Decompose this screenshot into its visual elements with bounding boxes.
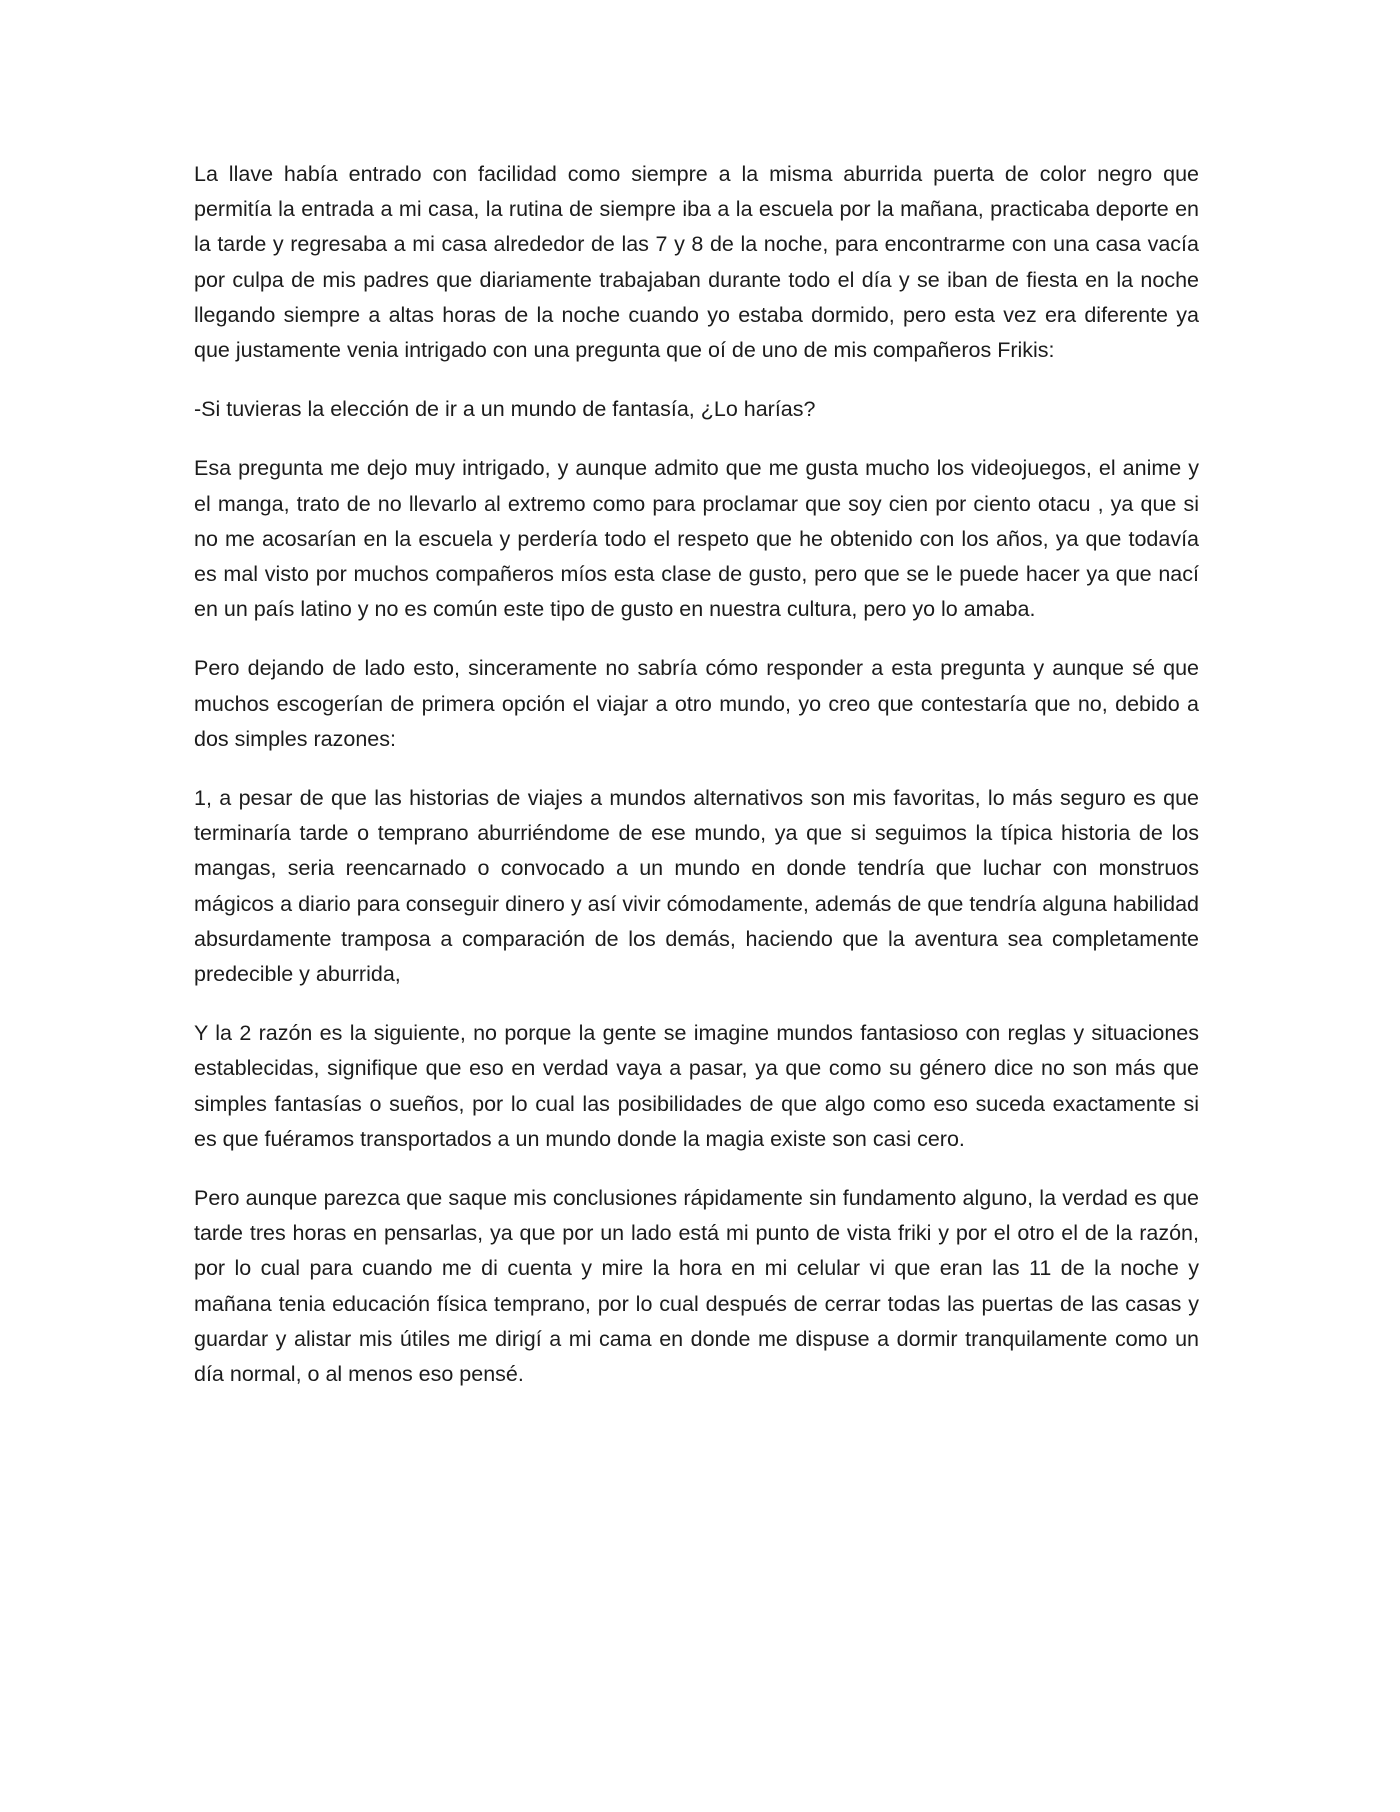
paragraph-6: Y la 2 razón es la siguiente, no porque la gente se imagine mundos fantasioso con reglas y situaciones establecidas, signifique que eso en verdad vaya a pasar, ya que como su género dice no son más que simples fantasías o sueños, por lo cual las posibilidades de que algo como eso suceda exactamente si es que fuéramos transportados a un mundo donde la magia existe son casi cero. [194, 1021, 1199, 1151]
paragraph-4: Pero dejando de lado esto, sinceramente no sabría cómo responder a esta pregunta y aunque sé que muchos escogerían de primera opción el viajar a otro mundo, yo creo que contestaría que no, debido a dos simples razones: [194, 656, 1199, 751]
paragraph-2: -Si tuvieras la elección de ir a un mundo de fantasía, ¿Lo harías? [194, 397, 816, 422]
paragraph-1: La llave había entrado con facilidad como siempre a la misma aburrida puerta de color negro que permitía la entrada a mi casa, la rutina de siempre iba a la escuela por la mañana, practicaba deporte en la tarde y regresaba a mi casa alrededor de las 7 y 8 de la noche, para encontrarme con una casa vacía por culpa de mis padres que diariamente trabajaban durante todo el día y se iban de fiesta en la noche llegando siempre a altas horas de la noche cuando yo estaba dormido, pero esta vez era diferente ya que justamente venia intrigado con una pregunta que oí de uno de mis compañeros Frikis: [194, 162, 1199, 363]
body-text [194, 157, 1199, 1392]
paragraph-5: 1, a pesar de que las historias de viajes a mundos alternativos son mis favoritas, lo más seguro es que terminaría tarde o temprano aburriéndome de ese mundo, ya que si seguimos la típica historia de los mangas, seria reencarnado o convocado a un mundo en donde tendría que luchar con monstruos mágicos a diario para conseguir dinero y así vivir cómodamente, además de que tendría alguna habilidad absurdamente tramposa a comparación de los demás, haciendo que la aventura sea completamente predecible y aburrida, [194, 786, 1199, 987]
paragraph-7: Pero aunque parezca que saque mis conclusiones rápidamente sin fundamento alguno, la verdad es que tarde tres horas en pensarlas, ya que por un lado está mi punto de vista friki y por el otro el de la razón, por lo cual para cuando me di cuenta y mire la hora en mi celular vi que eran las 11 de la noche y mañana tenia educación física temprano, por lo cual después de cerrar todas las puertas de las casas y guardar y alistar mis útiles me dirigí a mi cama en donde me dispuse a dormir tranquilamente como un día normal, o al menos eso pensé. [194, 1186, 1199, 1387]
paragraph-3: Esa pregunta me dejo muy intrigado, y aunque admito que me gusta mucho los videojuegos, el anime y el manga, trato de no llevarlo al extremo como para proclamar que soy cien por ciento otacu , ya que si no me acosarían en la escuela y perdería todo el respeto que he obtenido con los años, ya que todavía es mal visto por muchos compañeros míos esta clase de gusto, pero que se le puede hacer ya que nací en un país latino y no es común este tipo de gusto en nuestra cultura, pero yo lo amaba. [194, 456, 1199, 622]
